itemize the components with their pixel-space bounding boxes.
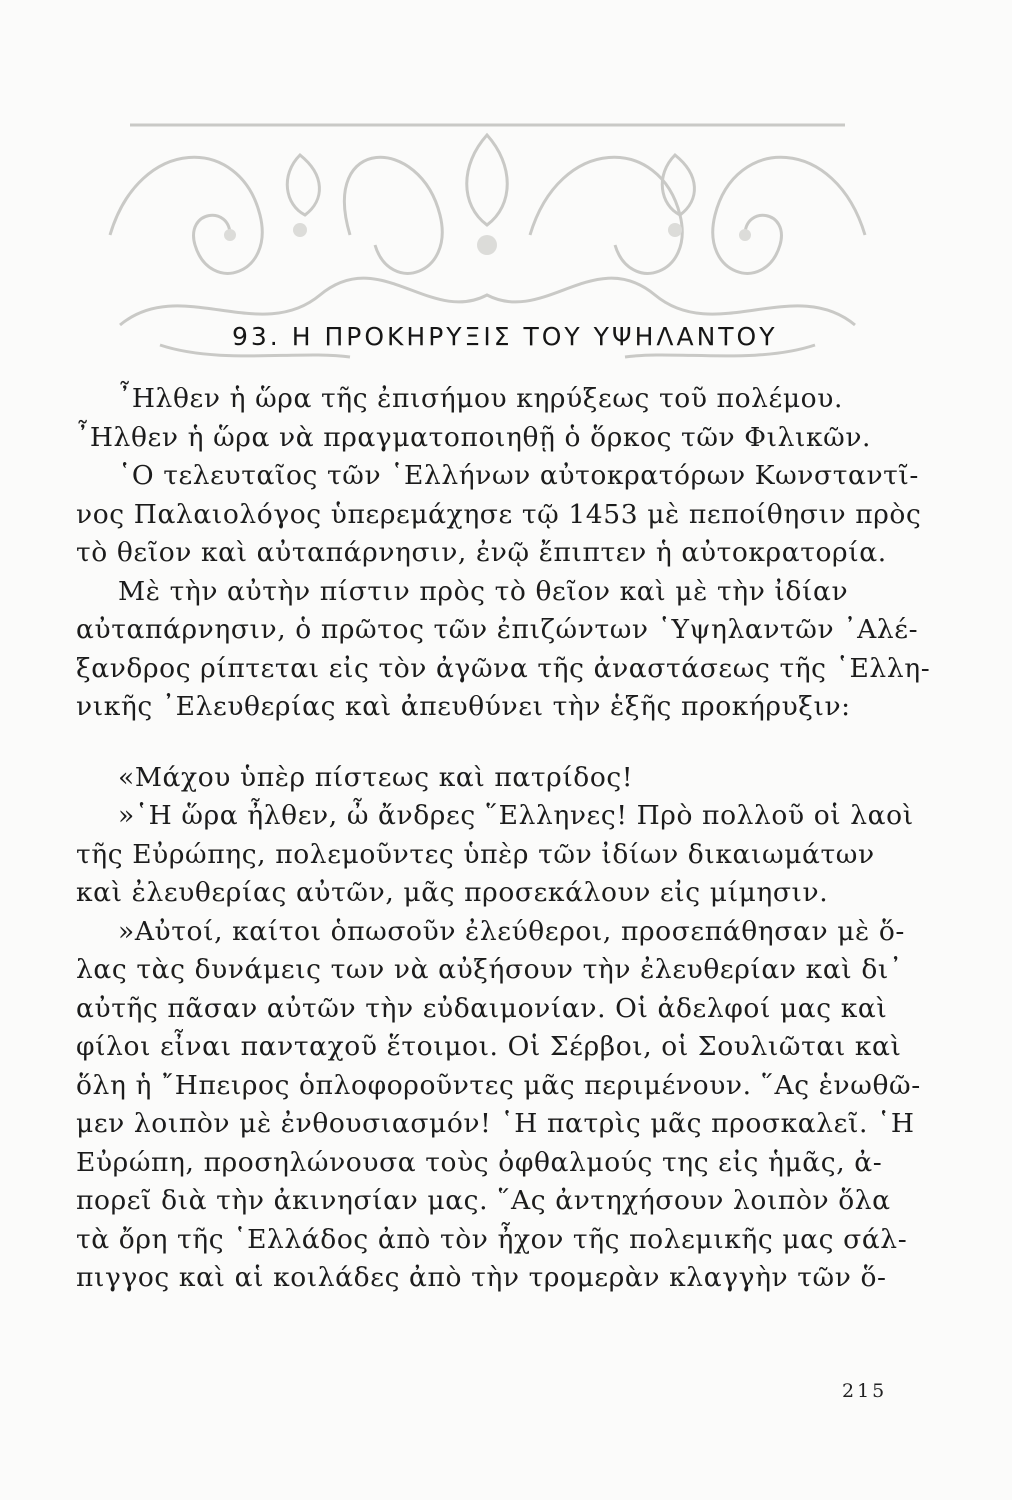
proclamation-line: φίλοι εἶναι πανταχοῦ ἕτοιμοι. Οἱ Σέρβοι, οἱ Σουλιῶται καὶ	[76, 1031, 902, 1062]
proclamation-line: καὶ ἐλευθερίας αὐτῶν, μᾶς προσεκάλουν εἰς μίμησιν.	[76, 877, 829, 908]
proclamation-line: Εὐρώπη, προσηλώνουσα τοὺς ὀφθαλμούς της εἰς ἡμᾶς, ἀ-	[76, 1146, 883, 1178]
decorative-headpiece-ornament	[100, 95, 875, 360]
proclamation-line: αὐτῆς πᾶσαν αὐτῶν τὴν εὐδαιμονίαν. Οἱ ἀδελφοί μας καὶ	[76, 992, 888, 1024]
text-line: ῏Ηλθεν ἡ ὥρα νὰ πραγματοποιηθῇ ὁ ὅρκος τῶν Φιλικῶν.	[76, 421, 872, 453]
chapter-title: Η ΠΡΟΚΗΡΥΞΙΣ ΤΟΥ ΥΨΗΛΑΝΤΟΥ	[291, 322, 778, 351]
proclamation-line: πορεῖ διὰ τὴν ἀκινησίαν μας. ῞Ας ἀντηχήσουν λοιπὸν ὅλα	[76, 1185, 891, 1216]
proclamation-line: τῆς Εὐρώπης, πολεμοῦντες ὑπὲρ τῶν ἰδίων δικαιωμάτων	[76, 838, 875, 870]
chapter-body	[76, 380, 931, 1298]
chapter-heading	[232, 322, 778, 351]
text-line: Μὲ τὴν αὐτὴν πίστιν πρὸς τὸ θεῖον καὶ μὲ τὴν ἰδίαν	[118, 575, 849, 607]
text-line: αὐταπάρνησιν, ὁ πρῶτος τῶν ἐπιζώντων ῾Υψηλαντῶν ᾿Αλέ-	[76, 614, 919, 645]
proclamation-line: τὰ ὄρη τῆς ῾Ελλάδος ἀπὸ τὸν ἦχον τῆς πολεμικῆς μας σάλ-	[76, 1223, 908, 1255]
text-line: νος Παλαιολόγος ὑπερεμάχησε τῷ 1453 μὲ πεποίθησιν πρὸς	[76, 498, 922, 530]
text-line: ῾Ο τελευταῖος τῶν ῾Ελλήνων αὐτοκρατόρων Κωνσταντῖ-	[118, 460, 919, 491]
proclamation-line: μεν λοιπὸν μὲ ἐνθουσιασμόν! ῾Η πατρὶς μᾶς προσκαλεῖ. ῾Η	[76, 1108, 915, 1139]
proclamation-line: »Αὐτοί, καίτοι ὁπωσοῦν ἐλεύθεροι, προσεπάθησαν μὲ ὅ-	[118, 915, 905, 947]
proclamation-line: ὅλη ἡ ῎Ηπειρος ὁπλοφοροῦντες μᾶς περιμένουν. ῞Ας ἑνωθῶ-	[76, 1069, 921, 1101]
text-line: ξανδρος ρίπτεται εἰς τὸν ἀγῶνα τῆς ἀναστάσεως τῆς ῾Ελλη-	[76, 652, 931, 684]
text-line: νικῆς ᾿Ελευθερίας καὶ ἀπευθύνει τὴν ἑξῆς προκήρυξιν:	[76, 691, 851, 722]
proclamation-line: λας τὰς δυνάμεις των νὰ αὐξήσουν τὴν ἐλευθερίαν καὶ δι᾿	[76, 954, 903, 985]
chapter-number: 93.	[232, 322, 281, 351]
proclamation-line: «Μάχου ὑπὲρ πίστεως καὶ πατρίδος!	[118, 761, 634, 793]
text-line: τὸ θεῖον καὶ αὐταπάρνησιν, ἐνῷ ἔπιπτεν ἡ αὐτοκρατορία.	[76, 537, 887, 568]
text-line: ῏Ηλθεν ἡ ὥρα τῆς ἐπισήμου κηρύξεως τοῦ πολέμου.	[118, 383, 843, 414]
proclamation-line: πιγγος καὶ αἱ κοιλάδες ἀπὸ τὴν τρομερὰν κλαγγὴν τῶν ὅ-	[76, 1262, 887, 1293]
paragraph-gap	[76, 727, 912, 759]
page-number: 215	[842, 1380, 888, 1402]
proclamation-line: »῾Η ὥρα ἦλθεν, ὦ ἄνδρες ῞Ελληνες! Πρὸ πολλοῦ οἱ λαοὶ	[118, 800, 914, 831]
